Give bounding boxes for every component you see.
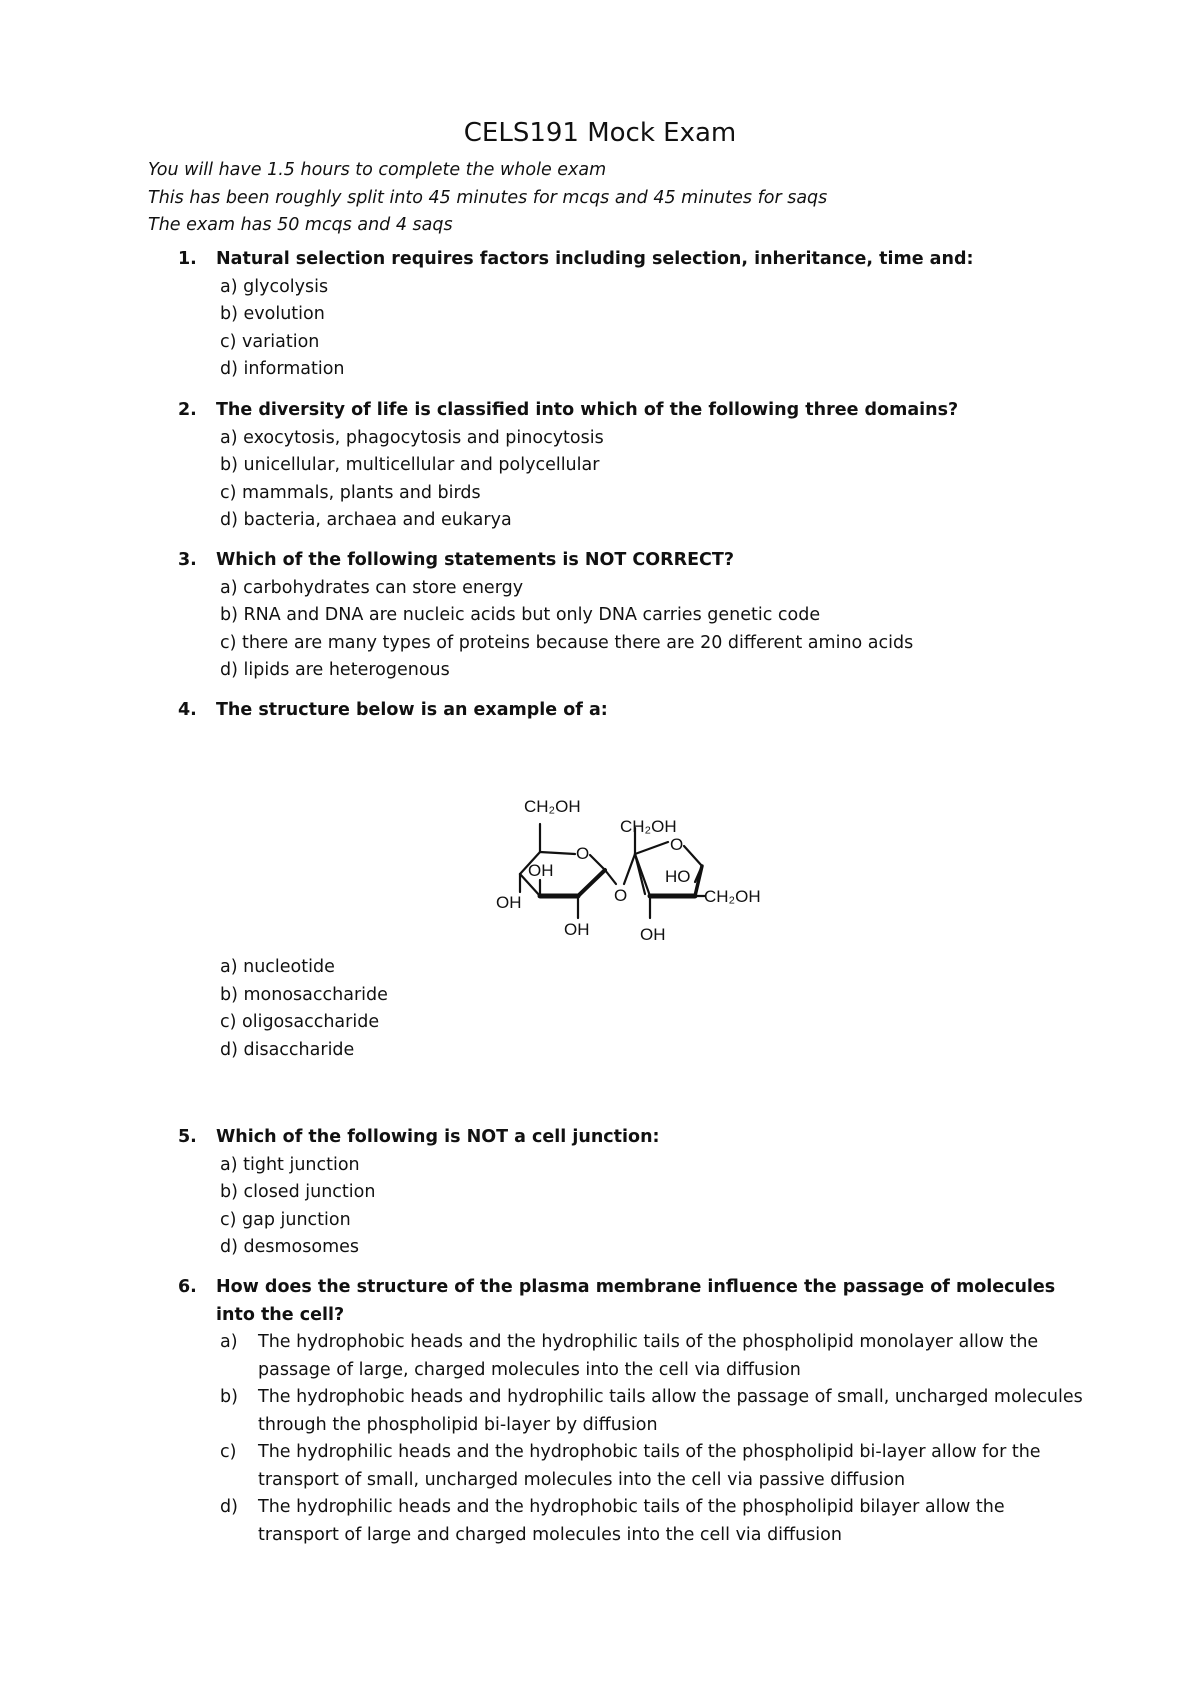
question-4 — [148, 697, 1088, 725]
answer-option: b) monosaccharide — [220, 984, 388, 1005]
answer-option: b) closed junction — [220, 1182, 376, 1202]
answer-option: d) disaccharide — [220, 1039, 355, 1060]
answer-option: b) RNA and DNA are nucleic acids but only DNA carries genetic code — [220, 605, 821, 625]
option-text: The hydrophobic heads and hydrophilic tails allow the passage of small, uncharged molecules through the phospholipid bi-layer by diffusion — [258, 1387, 1083, 1435]
question-4-options — [148, 954, 1088, 1064]
question-number: 1. — [178, 249, 197, 269]
sucrose-structure-diagram — [490, 792, 790, 952]
structure-label: CH₂OH — [704, 887, 761, 906]
question-text: The structure below is an example of a: — [216, 700, 608, 720]
structure-label: CH₂OH — [524, 797, 581, 816]
structure-label: O — [614, 886, 628, 905]
answer-option: c) variation — [220, 331, 320, 352]
instruction-line: You will have 1.5 hours to complete the whole exam — [148, 160, 607, 180]
instruction-line: The exam has 50 mcqs and 4 saqs — [148, 215, 453, 235]
option-text: The hydrophobic heads and the hydrophilic tails of the phospholipid monolayer allow the passage of large, charged molecules into the cell via diffusion — [258, 1332, 1039, 1380]
answer-option — [220, 1494, 1088, 1549]
answer-option: c) gap junction — [220, 1209, 351, 1230]
question-6 — [148, 1274, 1088, 1549]
structure-label: CH₂OH — [620, 817, 677, 836]
question-text: Natural selection requires factors including selection, inheritance, time and: — [216, 249, 974, 269]
answer-option: b) evolution — [220, 304, 325, 324]
answer-option: d) bacteria, archaea and eukarya — [220, 510, 512, 530]
answer-option: a) glycolysis — [220, 276, 329, 297]
structure-label: OH — [496, 893, 522, 912]
question-number: 6. — [178, 1277, 197, 1297]
question-text: Which of the following statements is NOT CORRECT? — [216, 550, 734, 570]
page-title: CELS191 Mock Exam — [463, 118, 737, 148]
answer-option: a) carbohydrates can store energy — [220, 577, 524, 598]
structure-label: OH — [528, 861, 554, 880]
option-text: The hydrophilic heads and the hydrophobic tails of the phospholipid bilayer allow the transport of large and charged molecules into the cell via diffusion — [258, 1497, 1005, 1545]
question-text: How does the structure of the plasma membrane influence the passage of molecules into the cell? — [216, 1277, 1056, 1325]
answer-option: a) exocytosis, phagocytosis and pinocytosis — [220, 427, 604, 448]
structure-label: O — [576, 844, 590, 863]
option-letter: b) — [220, 1387, 238, 1407]
question-number: 4. — [178, 700, 197, 720]
answer-option — [220, 1439, 1088, 1494]
question-number: 2. — [178, 400, 197, 420]
answer-option: c) oligosaccharide — [220, 1012, 380, 1032]
answer-option: d) desmosomes — [220, 1237, 360, 1257]
answer-option — [220, 1329, 1088, 1384]
answer-option: d) information — [220, 359, 345, 379]
option-letter: a) — [220, 1332, 238, 1352]
question-2 — [148, 397, 1088, 535]
question-3 — [148, 547, 1088, 685]
question-number: 5. — [178, 1127, 197, 1147]
structure-label: O — [670, 835, 684, 854]
question-5 — [148, 1124, 1088, 1262]
option-letter: c) — [220, 1442, 237, 1462]
answer-option: d) lipids are heterogenous — [220, 660, 450, 680]
structure-label: OH — [640, 925, 666, 944]
question-1 — [148, 246, 1088, 384]
instruction-line: This has been roughly split into 45 minutes for mcqs and 45 minutes for saqs — [148, 187, 828, 208]
question-number: 3. — [178, 550, 197, 570]
structure-label: HO — [665, 867, 691, 886]
answer-option: c) there are many types of proteins because there are 20 different amino acids — [220, 632, 914, 653]
answer-option: a) nucleotide — [220, 957, 335, 977]
answer-option: a) tight junction — [220, 1154, 360, 1175]
answer-option: c) mammals, plants and birds — [220, 482, 481, 503]
answer-option — [220, 1384, 1088, 1439]
option-letter: d) — [220, 1497, 238, 1517]
question-text: Which of the following is NOT a cell junction: — [216, 1127, 660, 1147]
answer-option: b) unicellular, multicellular and polycellular — [220, 455, 600, 475]
option-text: The hydrophilic heads and the hydrophobic tails of the phospholipid bi-layer allow for the transport of small, uncharged molecules into the cell via passive diffusion — [258, 1442, 1041, 1490]
exam-instructions — [148, 157, 827, 240]
structure-label: OH — [564, 920, 590, 939]
question-text: The diversity of life is classified into which of the following three domains? — [216, 400, 959, 420]
